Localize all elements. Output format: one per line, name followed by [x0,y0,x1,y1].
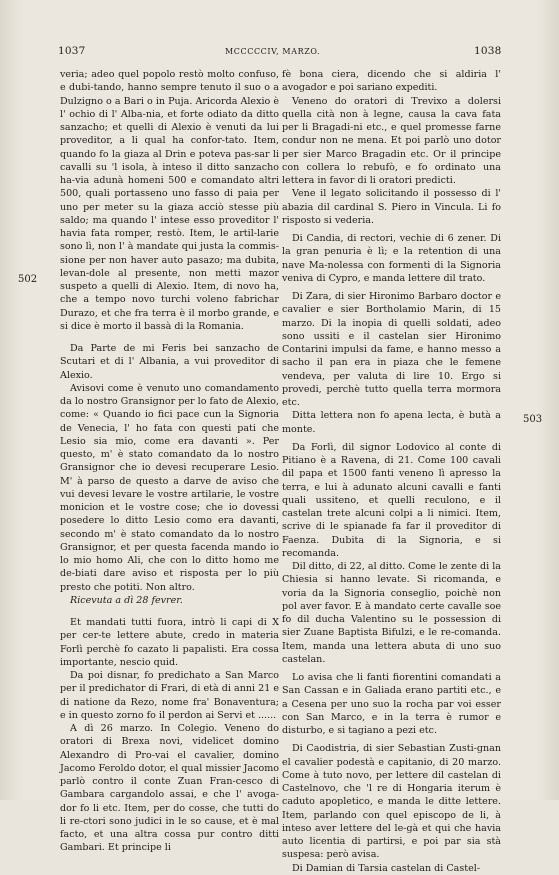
paragraph: Avisovi come è venuto uno comandamento da lo nostro Gransignor per lo fato de Alexio, come: « Quando io fici pace cun la Signoria de Venecia, l' ho fata con questi pati che Lesio sia mio, come era davanti ». Per questo, m' è stato comandato da lo nostro Gransignor che io devesi recuperare Lesio. M' à parso de questo a darve de aviso che vui devesi levare le vostre artilarie, le vostre monicion et le vostre cose; che io dovessi posedere lo ditto Lesio como era davanti, secondo m' è stato comandato da lo nostro Gransignor, et per questa facenda mando io lo mio homo Ali, che con lo ditto homo me de-biati dare aviso et risposta per lo più presto che potiti. Non altro. [60,382,279,593]
paragraph: Di Caodistria, di sier Sebastian Zusti-gnan el cavalier podestà e capitanio, di 20 marzo. Come à tuto novo, per lettere dil castelan di Castelnovo, che 'l re di Hongaria iterum è caduto apopletico, e manda le ditte lettere. Item, parlando con quel episcopo de li, à inteso aver lettere del le-gà et qui che havia auto licentia di partirsi, e poi par sia stà suspesa: però avisa. [282,743,501,861]
paragraph: Di Damian di Tarsia castelan di Castel- [292,862,481,874]
right-page-number: 1038 [474,45,502,57]
paragraph: Da poi disnar, fo predichato a San Marco per il predichator di Frari, di età di anni 21 e di natione da Rezo, nome fra' Bonaventura; e in questo zorno fo il perdon ai Servi et ...... [60,670,279,721]
paragraph: Ricevuta a dì 28 fevrer. [70,594,183,606]
running-title: MCCCCCIV, MARZO. [225,47,321,56]
paragraph: Di Zara, di sier Hironimo Barbaro doctor e cavalier e sier Bortholamio Marin, di 15 marzo. Di la inopia di quelli soldati, adeo sono ussiti e il castelan sier Hironimo Contarini impulsi da fame, e hanno messo a sacho il pan era in piaza che le femene vendeva, per valuta di lire 10. Ergo si provedi, perchè tutto quella terra mormora etc. [282,291,501,408]
left-text-column [60,68,279,855]
left-page-number: 1037 [58,45,86,57]
paragraph: Vene il legato solicitando il possesso di l' abazia dil cardinal S. Piero in Vincula. Li fo risposto si vederia. [282,188,501,226]
paragraph: A dì 26 marzo. In Colegio. Veneno do oratori di Brexa novi, videlicet domino Alexandro di Pro-vai el cavalier, domino Jacomo Feroldo dotor, el qual missier Jacomo parlò contro il conte Zuan Fran-cesco di Gambara cargandolo assai, e che l' avoga-dor fo li etc. Item, per do cosse, che tutti do li re-ctori sono judici in le so cause, et è mal facto, et una altra cossa pur contro ditti Gambari. Et principe li [60,723,279,854]
paragraph: Lo avisa che li fanti fiorentini comandati a San Cassan e in Galiada erano partiti etc., e a Cesena per uno suo la rocha par voi esser con San Marco, e in la terra è rumor e disturbo, e si tagiano a pezi etc. [282,672,501,736]
paragraph: Veneno do oratori di Trevixo a dolersi quella cità non à legne, causa la cava fata per li Bragadi-ni etc., e quel promesse farne condur non ne mena. Et poi parlò uno dotor per sier Marco Bragadin etc. Or il principe con collera lo rebufò, e fo ordinato una lettera in favor di li oratori predicti. [282,95,501,186]
paragraph: veria; adeo quel popolo restò molto confuso, e dubi-tando, hanno sempre tenuto il suo o a Dulzigno o a Bari o in Puja. Aricorda Alexio è l' ochio di l' Alba-nia, et forte odiato da ditto sanzacho; et quelli di Alexio è venuti da lui proveditor, a li qual ha confor-tato. Item, quando fo la giaza al Drin e poteva pas-sar li cavalli su 'l isola, à inteso il ditto sanzacho ha-via adunà homeni 500 e comandato altri 500, quali portasseno uno fasso di paia per uno per meter su la giaza acciò stesse più saldo; ma quando l' intese esso proveditor l' havia fata romper, restò. Item, le artil-larie sono lì, non l' à mandate qui justa la commis-sione per non haver auto pasazo; ma dubita, levan-dole al presente, non metti mazor suspeto a quelli di Alexio. Item, di novo ha, che a tempo novo turchi voleno fabrichar Durazo, et che fra terra è il morbo grande, e si dice è morto il bassà di la Romania. [60,69,279,332]
paragraph: fè bona ciera, dicendo che si aldiria l' avogador e poi sariano expediti. [282,69,501,94]
paragraph: Da Forlì, dil signor Lodovico al conte di Pitiano è a Ravena, di 21. Come 100 cavali dil papa et 1500 fanti veneno lì apresso la terra, e lui à adunato alcuni cavalli e fanti quali ussiteno, et quelli reculono, e il castelan trete alcuni colpi a li nimici. Item, scrive di le spianade fa far il proveditor di Faenza. Dubita di la Signoria, e si recomanda. [282,441,501,559]
right-text-column [282,68,501,875]
margin-number-left: 502 [18,274,38,285]
paragraph: Et mandati tutti fuora, intrò li capi di X per cer-te lettere abute, credo in materia Forlì perchè fo cazato li papalisti. Era cossa importante, nescio quid. [60,617,279,668]
paragraph: Ditta lettera non fo apena lecta, è butà a monte. [282,410,501,435]
paragraph: Dil ditto, di 22, al ditto. Come le zente di la Chiesia si hanno levate. Si ricomanda, e voria da la Signoria conseglio, poichè non pol aver favor. E à mandato certe cavalle soe fo dil ducha Valentino su le possession di sier Zuane Baptista Bifulzi, e le re-comanda. Item, manda una lettera abuta di uno suo castelan. [282,561,501,665]
paragraph: Da Parte de mi Feris bei sanzacho de Scutari et di l' Albania, a vui proveditor di Alexio. [60,343,279,381]
margin-number-right: 503 [523,414,543,425]
paragraph: Di Candia, di rectori, vechie di 6 zener. Di la gran penuria è lì; e la retention di una nave Ma-nolessa con formenti di la Signoria veniva di Cypro, e manda lettere dil trato. [282,233,501,284]
